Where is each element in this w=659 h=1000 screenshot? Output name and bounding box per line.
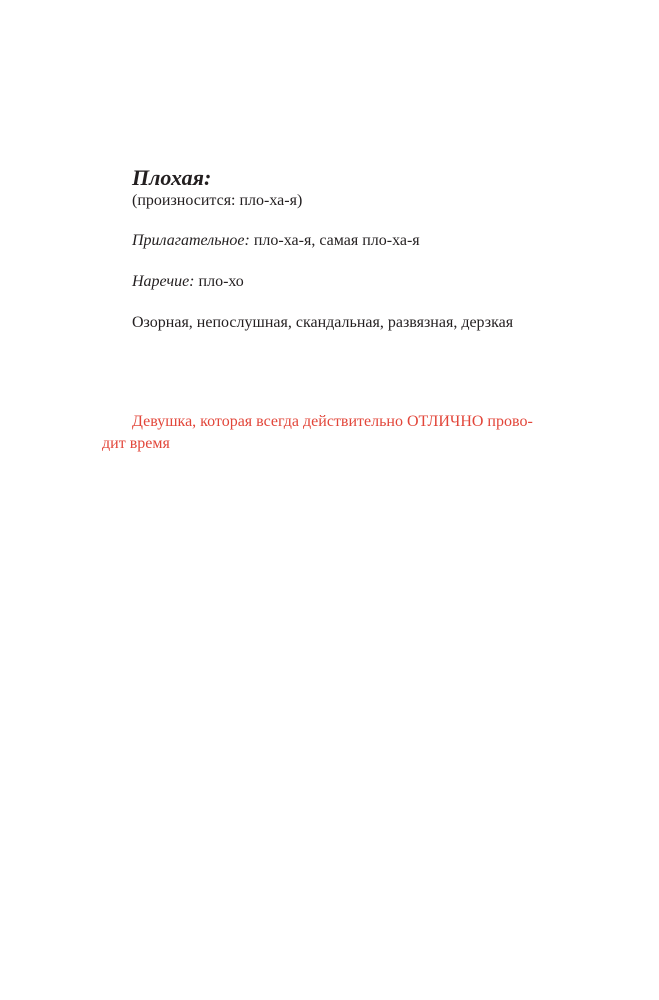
headword: Плохая: (132, 165, 212, 190)
synonyms: Озорная, непослушная, скандальная, развязная, дерзкая (132, 314, 514, 331)
adverb-label: Наречие: (132, 273, 195, 290)
adjective-value: пло-ха-я, самая пло-ха-я (249, 232, 420, 249)
example-sentence (102, 411, 602, 455)
adverb-forms (132, 272, 244, 292)
adjective-forms (132, 231, 420, 251)
example-line-1: Девушка, которая всегда действительно ОТЛИЧНО прово- (132, 413, 533, 430)
adverb-value: пло-хо (194, 273, 244, 290)
pronunciation: (произносится: пло-ха-я) (132, 192, 303, 209)
example-line-2: дит время (102, 435, 170, 452)
adjective-label: Прилагательное: (132, 232, 250, 249)
